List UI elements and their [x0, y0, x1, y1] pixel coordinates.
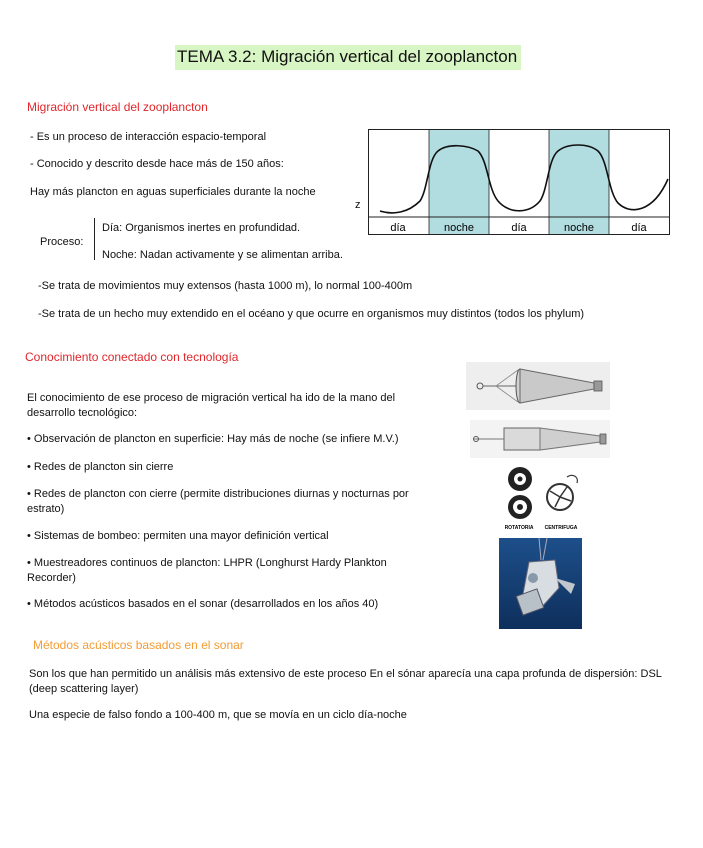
period-label-3: día — [511, 222, 527, 234]
tech-intro: El conocimiento de ese proceso de migración vertical ha ido de la mano del desarrollo tecnológico: — [27, 392, 396, 419]
section-heading-migracion: Migración vertical del zooplancton — [27, 100, 208, 114]
closing-net-image — [470, 420, 610, 458]
acoustic-paragraph-1: Son los que han permitido un análisis más extensivo de este proceso En el sónar aparecía una capa profunda de dispersión: DSL (deep scattering layer) — [29, 668, 662, 695]
text-line-1: - Es un proceso de interacción espacio-temporal — [30, 131, 267, 143]
diagram-z-label: z — [355, 199, 361, 211]
tech-bullet-5: • Muestreadores continuos de plancton: LHPR (Longhurst Hardy Plankton Recorder) — [27, 557, 387, 584]
text-line-3: Hay más plancton en aguas superficiales durante la noche — [30, 186, 316, 198]
tech-bullet-3: • Redes de plancton con cierre (permite distribuciones diurnas y nocturnas por estrato) — [27, 488, 409, 515]
brace — [94, 218, 95, 260]
period-label-5: día — [631, 222, 647, 234]
migration-curve — [380, 145, 668, 213]
tech-bullet-6: • Métodos acústicos basados en el sonar (desarrollados en los años 40) — [27, 598, 379, 610]
tech-bullet-4: • Sistemas de bombeo: permiten una mayor definición vertical — [27, 530, 329, 542]
period-label-1: día — [390, 222, 406, 234]
acoustic-paragraph-2: Una especie de falso fondo a 100-400 m, que se movía en un ciclo día-noche — [29, 709, 407, 721]
pump-label-rotatoria: ROTATORIA — [505, 525, 534, 531]
plankton-net-image — [466, 362, 610, 410]
section-heading-tecnologia: Conocimiento conectado con tecnología — [25, 350, 239, 364]
period-label-4: noche — [564, 222, 594, 234]
text-line-4: -Se trata de movimientos muy extensos (hasta 1000 m), lo normal 100-400m — [38, 280, 413, 292]
proceso-label: Proceso: — [40, 236, 84, 248]
pump-label-centrifuga: CENTRIFUGA — [544, 525, 578, 531]
period-label-2: noche — [444, 222, 474, 234]
proceso-noche: Noche: Nadan activamente y se alimentan arriba. — [102, 249, 343, 261]
section-heading-acusticos: Métodos acústicos basados en el sonar — [33, 638, 244, 652]
migration-diagram — [368, 129, 670, 235]
night-band-1 — [429, 129, 489, 235]
page-title: TEMA 3.2: Migración vertical del zooplancton — [175, 45, 521, 70]
lhpr-photo — [499, 538, 582, 629]
tech-bullet-2: • Redes de plancton sin cierre — [27, 461, 174, 473]
proceso-dia: Día: Organismos inertes en profundidad. — [102, 222, 301, 234]
text-line-5: -Se trata de un hecho muy extendido en el océano y que ocurre en organismos muy distintos (todos los phylum) — [38, 308, 585, 320]
tech-bullet-1: • Observación de plancton en superficie: Hay más de noche (se infiere M.V.) — [27, 433, 399, 445]
pump-systems-image — [505, 465, 585, 533]
text-line-2: - Conocido y descrito desde hace más de 150 años: — [30, 158, 284, 170]
